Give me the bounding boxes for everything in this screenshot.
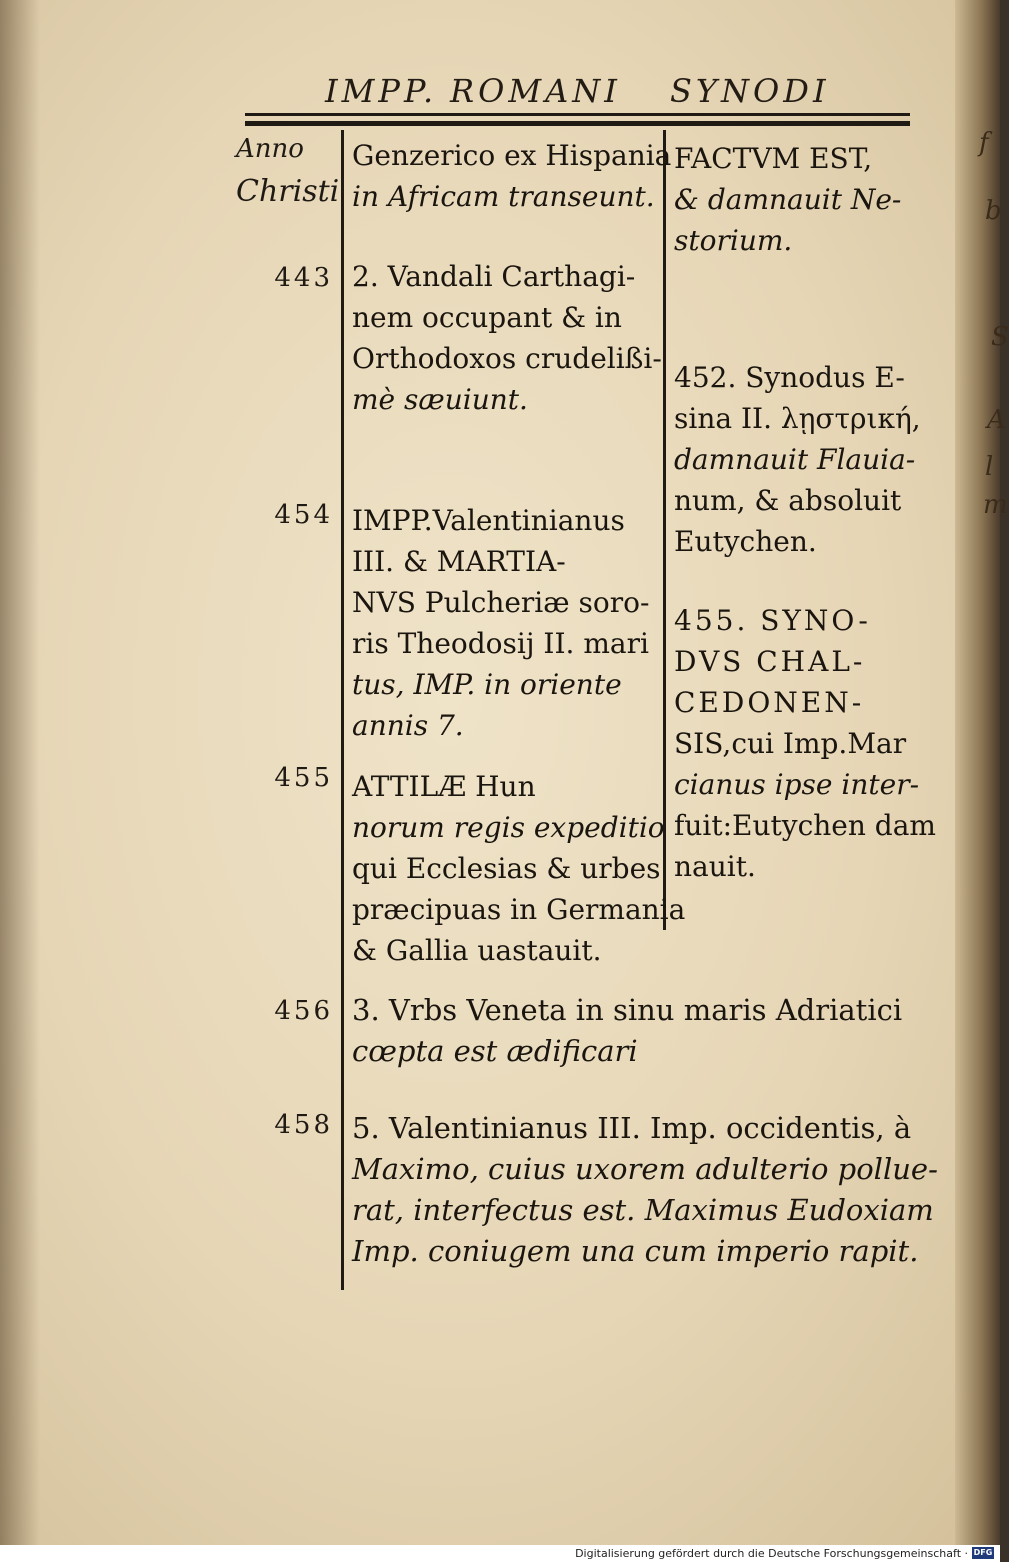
text-line: & damnauit Ne-	[674, 183, 902, 216]
header-center: ROMANI	[450, 72, 621, 110]
text-line: III. & MARTIA-	[352, 545, 566, 578]
text-line: rat, interfectus est. Maximus Eudoxiam	[352, 1193, 934, 1227]
header-rule-top	[245, 113, 910, 116]
text-line: FACTVM EST,	[674, 142, 873, 175]
text-line: IMPP.Valentinianus	[352, 504, 625, 537]
text-line: SIS,cui Imp.Mar	[674, 727, 907, 760]
text-line: 5. Valentinianus III. Imp. occidentis, à	[352, 1111, 912, 1145]
text-line: tus, IMP. in oriente	[352, 668, 622, 701]
text-line: Orthodoxos crudelißi-	[352, 342, 662, 375]
text-line: nem occupant & in	[352, 301, 622, 334]
text-line: CEDONEN-	[674, 686, 865, 719]
text-line: & Gallia uastauit.	[352, 934, 602, 967]
year-454: 454	[274, 500, 333, 530]
text-line: cœpta est ædificari	[352, 1034, 638, 1068]
year-443: 443	[274, 263, 333, 293]
anno-label: Anno	[236, 134, 304, 164]
text-line: damnauit Flauia-	[674, 443, 916, 476]
edge-letter: A	[987, 405, 1006, 435]
year-456: 456	[274, 996, 333, 1026]
text-line: ATTILÆ Hun	[352, 770, 536, 803]
text-line: in Africam transeunt.	[352, 180, 655, 213]
edge-letter: m	[983, 490, 1008, 520]
running-header	[325, 72, 885, 112]
dfg-logo: DFG	[973, 1548, 993, 1557]
text-line: nauit.	[674, 850, 756, 883]
text-line: Genzerico ex Hispania	[352, 139, 672, 172]
text-line: 2. Vandali Carthagi-	[352, 260, 636, 293]
column-rule-left	[341, 130, 344, 1290]
right-entry-factum	[674, 138, 901, 261]
wide-entry-valentinian-death	[352, 1108, 938, 1272]
digitization-footer	[0, 1545, 1000, 1562]
wide-entry-venice	[352, 990, 902, 1072]
text-line: Imp. coniugem una cum imperio rapit.	[352, 1234, 919, 1268]
text-line: storium.	[674, 224, 793, 257]
text-line: 452. Synodus E-	[674, 361, 905, 394]
christi-label: Christi	[236, 174, 340, 209]
text-line: DVS CHAL-	[674, 645, 866, 678]
text-line: fuit:Eutychen dam	[674, 809, 936, 842]
facing-page-edge	[955, 0, 1009, 1545]
edge-letter: S	[991, 322, 1009, 352]
year-458: 458	[274, 1110, 333, 1140]
header-rule-bottom	[245, 121, 910, 126]
text-line: qui Ecclesias & urbes	[352, 852, 661, 885]
edge-letter: l	[985, 452, 994, 482]
text-line: præcipuas in Germania	[352, 893, 686, 926]
text-line: sina II. λῃστρική,	[674, 402, 921, 435]
edge-letter: f	[979, 128, 989, 158]
middle-entry-genzeric	[352, 135, 671, 217]
edge-letter: b	[985, 196, 1002, 226]
right-entry-ephesus	[674, 357, 921, 562]
middle-entry-valentinian	[352, 500, 649, 746]
text-line: Eutychen.	[674, 525, 817, 558]
middle-entry-attila	[352, 766, 685, 971]
text-line: cianus ipse inter-	[674, 768, 920, 801]
text-line: 455. SYNO-	[674, 604, 871, 637]
right-entry-chalcedon	[674, 600, 936, 887]
header-right: SYNODI	[670, 72, 830, 110]
middle-entry-vandals	[352, 256, 662, 420]
text-line: NVS Pulcheriæ soro-	[352, 586, 650, 619]
text-line: norum regis expeditio	[352, 811, 665, 844]
text-line: ris Theodosij II. mari	[352, 627, 649, 660]
text-line: mè sæuiunt.	[352, 383, 528, 416]
header-left: IMPP.	[325, 72, 438, 110]
gutter-shadow	[0, 0, 40, 1545]
text-line: annis 7.	[352, 709, 464, 742]
text-line: num, & absoluit	[674, 484, 902, 517]
text-line: Maximo, cuius uxorem adulterio pollue-	[352, 1152, 938, 1186]
footer-text: Digitalisierung gefördert durch die Deutsche Forschungsgemeinschaft ·	[575, 1547, 968, 1560]
text-line: 3. Vrbs Veneta in sinu maris Adriatici	[352, 993, 903, 1027]
year-455: 455	[274, 763, 333, 793]
